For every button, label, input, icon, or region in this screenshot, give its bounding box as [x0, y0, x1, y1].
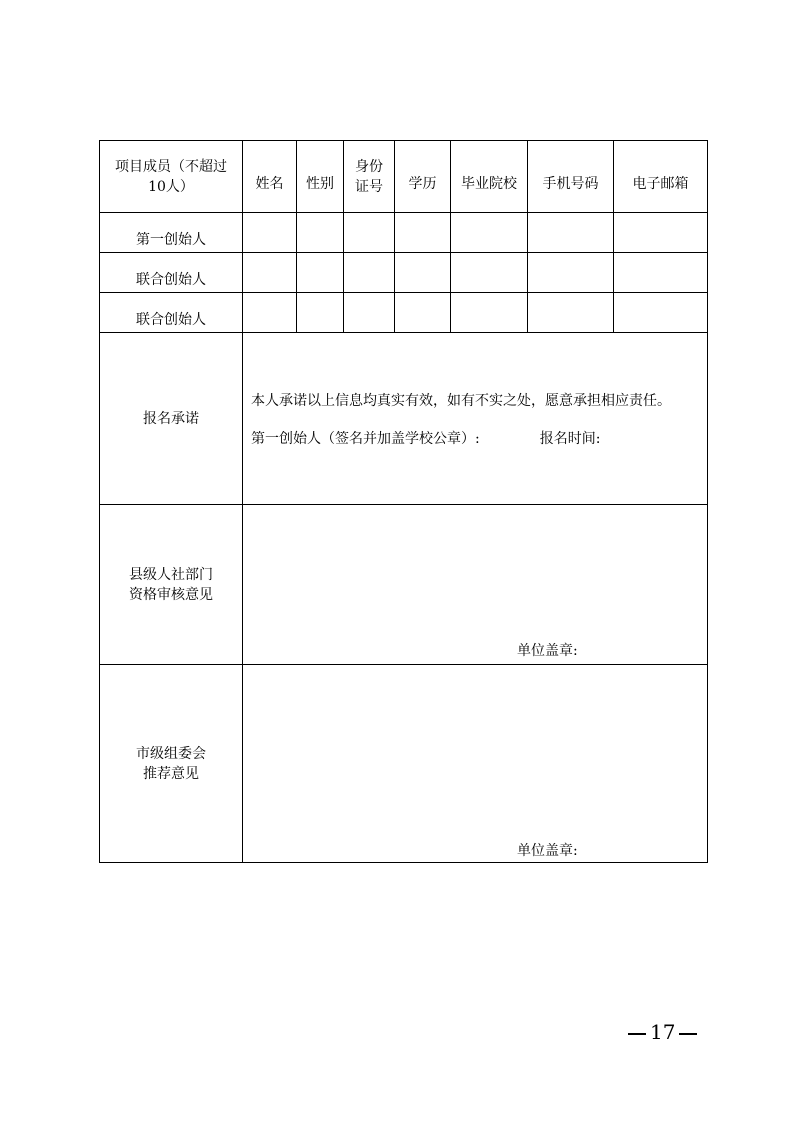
registration-form-table [99, 140, 708, 863]
time-label: 报名时间: [539, 431, 601, 447]
cell-phone[interactable] [528, 293, 614, 333]
cell-name[interactable] [243, 293, 297, 333]
cell-email[interactable] [614, 293, 708, 333]
city-recommend-content[interactable] [243, 665, 708, 863]
pledge-content[interactable] [243, 333, 708, 505]
county-label-line1: 县级人社部门 [129, 566, 213, 583]
cell-school[interactable] [451, 213, 528, 253]
city-label-line2: 推荐意见 [143, 765, 199, 782]
city-stamp-label: 单位盖章: [517, 843, 578, 859]
header-id-line2: 证号 [355, 178, 383, 195]
pledge-signature-line [251, 429, 600, 449]
header-id-line1: 身份 [355, 158, 383, 175]
cell-gender[interactable] [297, 293, 344, 333]
county-review-row [100, 505, 708, 665]
dash-left-icon [628, 1033, 646, 1035]
pledge-label: 报名承诺 [100, 333, 243, 505]
header-gender: 性别 [297, 141, 344, 213]
header-education: 学历 [395, 141, 451, 213]
header-school: 毕业院校 [451, 141, 528, 213]
city-recommend-row [100, 665, 708, 863]
header-phone: 手机号码 [528, 141, 614, 213]
header-email: 电子邮箱 [614, 141, 708, 213]
cell-phone[interactable] [528, 253, 614, 293]
header-name: 姓名 [243, 141, 297, 213]
county-review-label [100, 505, 243, 665]
cell-email[interactable] [614, 253, 708, 293]
county-stamp-label: 单位盖章: [517, 643, 578, 659]
cell-id[interactable] [344, 213, 395, 253]
cell-gender[interactable] [297, 213, 344, 253]
cell-phone[interactable] [528, 213, 614, 253]
cell-education[interactable] [395, 293, 451, 333]
cell-id[interactable] [344, 293, 395, 333]
header-row [100, 141, 708, 213]
table-row [100, 213, 708, 253]
header-members: 项目成员（不超过10人） [100, 141, 243, 213]
cell-id[interactable] [344, 253, 395, 293]
cell-school[interactable] [451, 253, 528, 293]
table-row [100, 293, 708, 333]
cell-email[interactable] [614, 213, 708, 253]
pledge-row [100, 333, 708, 505]
cell-education[interactable] [395, 253, 451, 293]
cell-school[interactable] [451, 293, 528, 333]
table-row [100, 253, 708, 293]
row-label: 第一创始人 [100, 213, 243, 253]
header-id-number [344, 141, 395, 213]
page-number-text: 17 [650, 1020, 676, 1044]
county-label-line2: 资格审核意见 [129, 586, 213, 603]
dash-right-icon [679, 1033, 697, 1035]
row-label: 联合创始人 [100, 253, 243, 293]
county-review-content[interactable] [243, 505, 708, 665]
row-label: 联合创始人 [100, 293, 243, 333]
cell-name[interactable] [243, 213, 297, 253]
page-number [624, 1020, 701, 1044]
city-label-line1: 市级组委会 [136, 745, 206, 762]
cell-name[interactable] [243, 253, 297, 293]
cell-gender[interactable] [297, 253, 344, 293]
pledge-statement: 本人承诺以上信息均真实有效，如有不实之处，愿意承担相应责任。 [251, 393, 671, 409]
cell-education[interactable] [395, 213, 451, 253]
signature-label: 第一创始人（签名并加盖学校公章）: [251, 431, 480, 447]
city-recommend-label [100, 665, 243, 863]
